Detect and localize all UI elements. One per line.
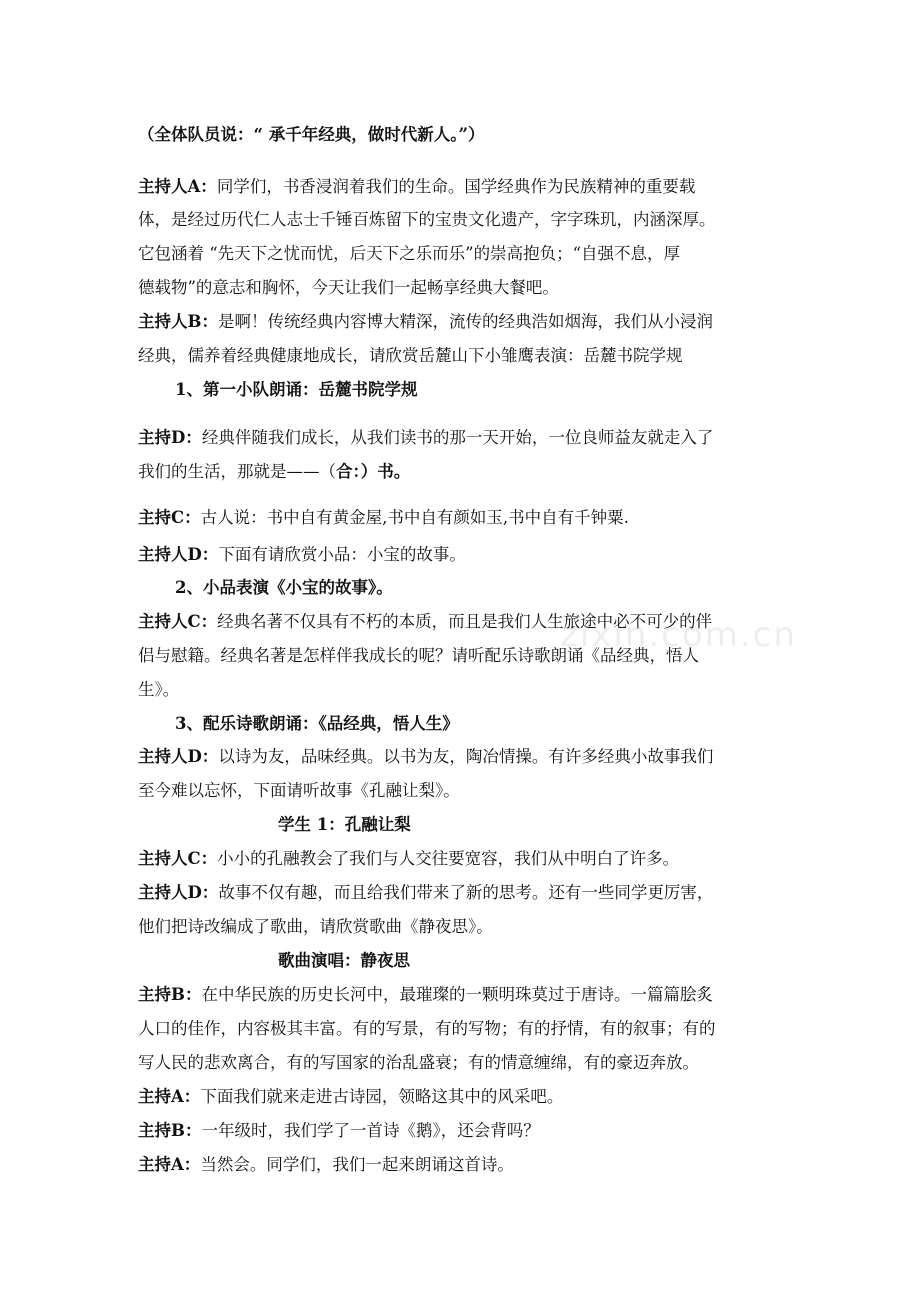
speaker-label: 主持人C： bbox=[138, 612, 218, 631]
line-text: 在中华民族的历史长河中，最璀璨的一颗明珠莫过于唐诗。一篇篇脍炙 bbox=[201, 985, 713, 1004]
text-line bbox=[138, 464, 410, 481]
host-d-line bbox=[138, 749, 713, 766]
host-a-line bbox=[138, 1157, 514, 1174]
text-line bbox=[138, 246, 680, 263]
speaker-label: 主持B： bbox=[138, 985, 202, 1004]
line-text: 是啊！传统经典内容博大精深，流传的经典浩如烟海，我们从小浸润 bbox=[217, 312, 713, 331]
text-line bbox=[138, 348, 683, 365]
line-text: 一年级时，我们学了一首诗《鹅》，还会背吗？ bbox=[201, 1121, 540, 1140]
speaker-label: 主持人D： bbox=[138, 545, 219, 564]
text-line bbox=[138, 783, 460, 800]
line-text: 经典伴随我们成长，从我们读书的那一天开始，一位良师益友就走入了 bbox=[201, 428, 714, 447]
line-text: 侣与慰籍。经典名著是怎样伴我成长的呢？请听配乐诗歌朗诵《品经典，悟人 bbox=[138, 646, 699, 665]
host-a-line bbox=[138, 179, 695, 196]
line-text-bold: 合：）书。 bbox=[336, 462, 411, 481]
program-item-student bbox=[278, 817, 411, 834]
host-b-line bbox=[138, 1123, 540, 1140]
text-line bbox=[138, 280, 559, 297]
line-text: 下面有请欣赏小品：小宝的故事。 bbox=[218, 545, 466, 564]
speaker-label: 主持B： bbox=[138, 1121, 202, 1140]
line-text: 故事不仅有趣，而且给我们带来了新的思考。还有一些同学更厉害， bbox=[218, 883, 714, 902]
watermark: zixin.com.cn bbox=[560, 615, 797, 655]
text-line bbox=[138, 1021, 716, 1038]
host-d-line bbox=[138, 885, 713, 902]
text-line bbox=[138, 919, 493, 936]
host-d-line bbox=[138, 547, 466, 564]
speaker-label: 主持人A： bbox=[138, 177, 217, 196]
program-title: 学生 1：孔融让梨 bbox=[278, 815, 411, 834]
host-b-line bbox=[138, 987, 713, 1004]
speaker-label: 主持C： bbox=[138, 508, 201, 527]
intro-line bbox=[138, 127, 484, 144]
speaker-label: 主持D： bbox=[138, 428, 202, 447]
line-text: 人口的佳作，内容极其丰富。有的写景，有的写物；有的抒情，有的叙事；有的 bbox=[138, 1019, 716, 1038]
line-text: 生》。 bbox=[138, 680, 180, 699]
program-title: 3、配乐诗歌朗诵：《品经典，悟人生》 bbox=[175, 714, 459, 733]
line-text: 至今难以忘怀，下面请听故事《孔融让梨》。 bbox=[138, 781, 460, 800]
speaker-label: 主持人D： bbox=[138, 883, 219, 902]
host-c-line bbox=[138, 851, 679, 868]
line-text: 古人说：书中自有黄金屋,书中自有颜如玉,书中自有千钟粟. bbox=[200, 508, 629, 527]
line-text: 当然会。同学们，我们一起来朗诵这首诗。 bbox=[200, 1155, 514, 1174]
speaker-label: 主持A： bbox=[138, 1087, 201, 1106]
line-text: 写人民的悲欢离合，有的写国家的治乱盛衰；有的情意缠绵，有的豪迈奔放。 bbox=[138, 1053, 699, 1072]
program-title: 歌曲演唱：静夜思 bbox=[278, 951, 410, 970]
program-title: 1、第一小队朗诵：岳麓书院学规 bbox=[175, 380, 418, 399]
speaker-label: 主持人B： bbox=[138, 312, 218, 331]
text-line bbox=[138, 1055, 699, 1072]
line-text: 经典名著不仅具有不朽的本质，而且是我们人生旅途中必不可少的伴 bbox=[217, 612, 713, 631]
host-b-line bbox=[138, 314, 713, 331]
line-text: 德载物”的意志和胸怀，今天让我们一起畅享经典大餐吧。 bbox=[138, 278, 559, 297]
line-text: 小小的孔融教会了我们与人交往要宽容，我们从中明白了许多。 bbox=[217, 849, 680, 868]
line-text: 他们把诗改编成了歌曲，请欣赏歌曲《静夜思》。 bbox=[138, 917, 493, 936]
program-item-3 bbox=[175, 716, 459, 733]
program-item-1 bbox=[175, 382, 417, 399]
text-line bbox=[138, 212, 716, 229]
speaker-label: 主持人C： bbox=[138, 849, 218, 868]
speaker-label: 主持人D： bbox=[138, 747, 219, 766]
line-text: 以诗为友，品味经典。以书为友，陶冶情操。有许多经典小故事我们 bbox=[218, 747, 714, 766]
line-text: 它包涵着 “先天下之忧而忧，后天下之乐而乐”的崇高抱负；“自强不息，厚 bbox=[138, 244, 681, 263]
line-text: 经典，儒养着经典健康地成长，请欣赏岳麓山下小雏鹰表演：岳麓书院学规 bbox=[138, 346, 683, 365]
speaker-label: 主持A： bbox=[138, 1155, 201, 1174]
host-c-line bbox=[138, 510, 629, 527]
line-text: 我们的生活，那就是——（ bbox=[138, 462, 336, 481]
host-a-line bbox=[138, 1089, 563, 1106]
program-item-song bbox=[278, 953, 410, 970]
line-text: 下面我们就来走进古诗园，领略这其中的风采吧。 bbox=[200, 1087, 564, 1106]
host-d-line bbox=[138, 430, 713, 447]
text-line bbox=[138, 682, 179, 699]
line-text: 体，是经过历代仁人志士千锤百炼留下的宝贵文化遗产，字字珠玑，内涵深厚。 bbox=[138, 210, 716, 229]
program-item-2 bbox=[175, 580, 393, 597]
program-title: 2、小品表演《小宝的故事》。 bbox=[175, 578, 393, 597]
line-text: （全体队员说：“ 承千年经典，做时代新人。”） bbox=[138, 125, 485, 144]
line-text: 同学们，书香浸润着我们的生命。国学经典作为民族精神的重要载 bbox=[216, 177, 696, 196]
